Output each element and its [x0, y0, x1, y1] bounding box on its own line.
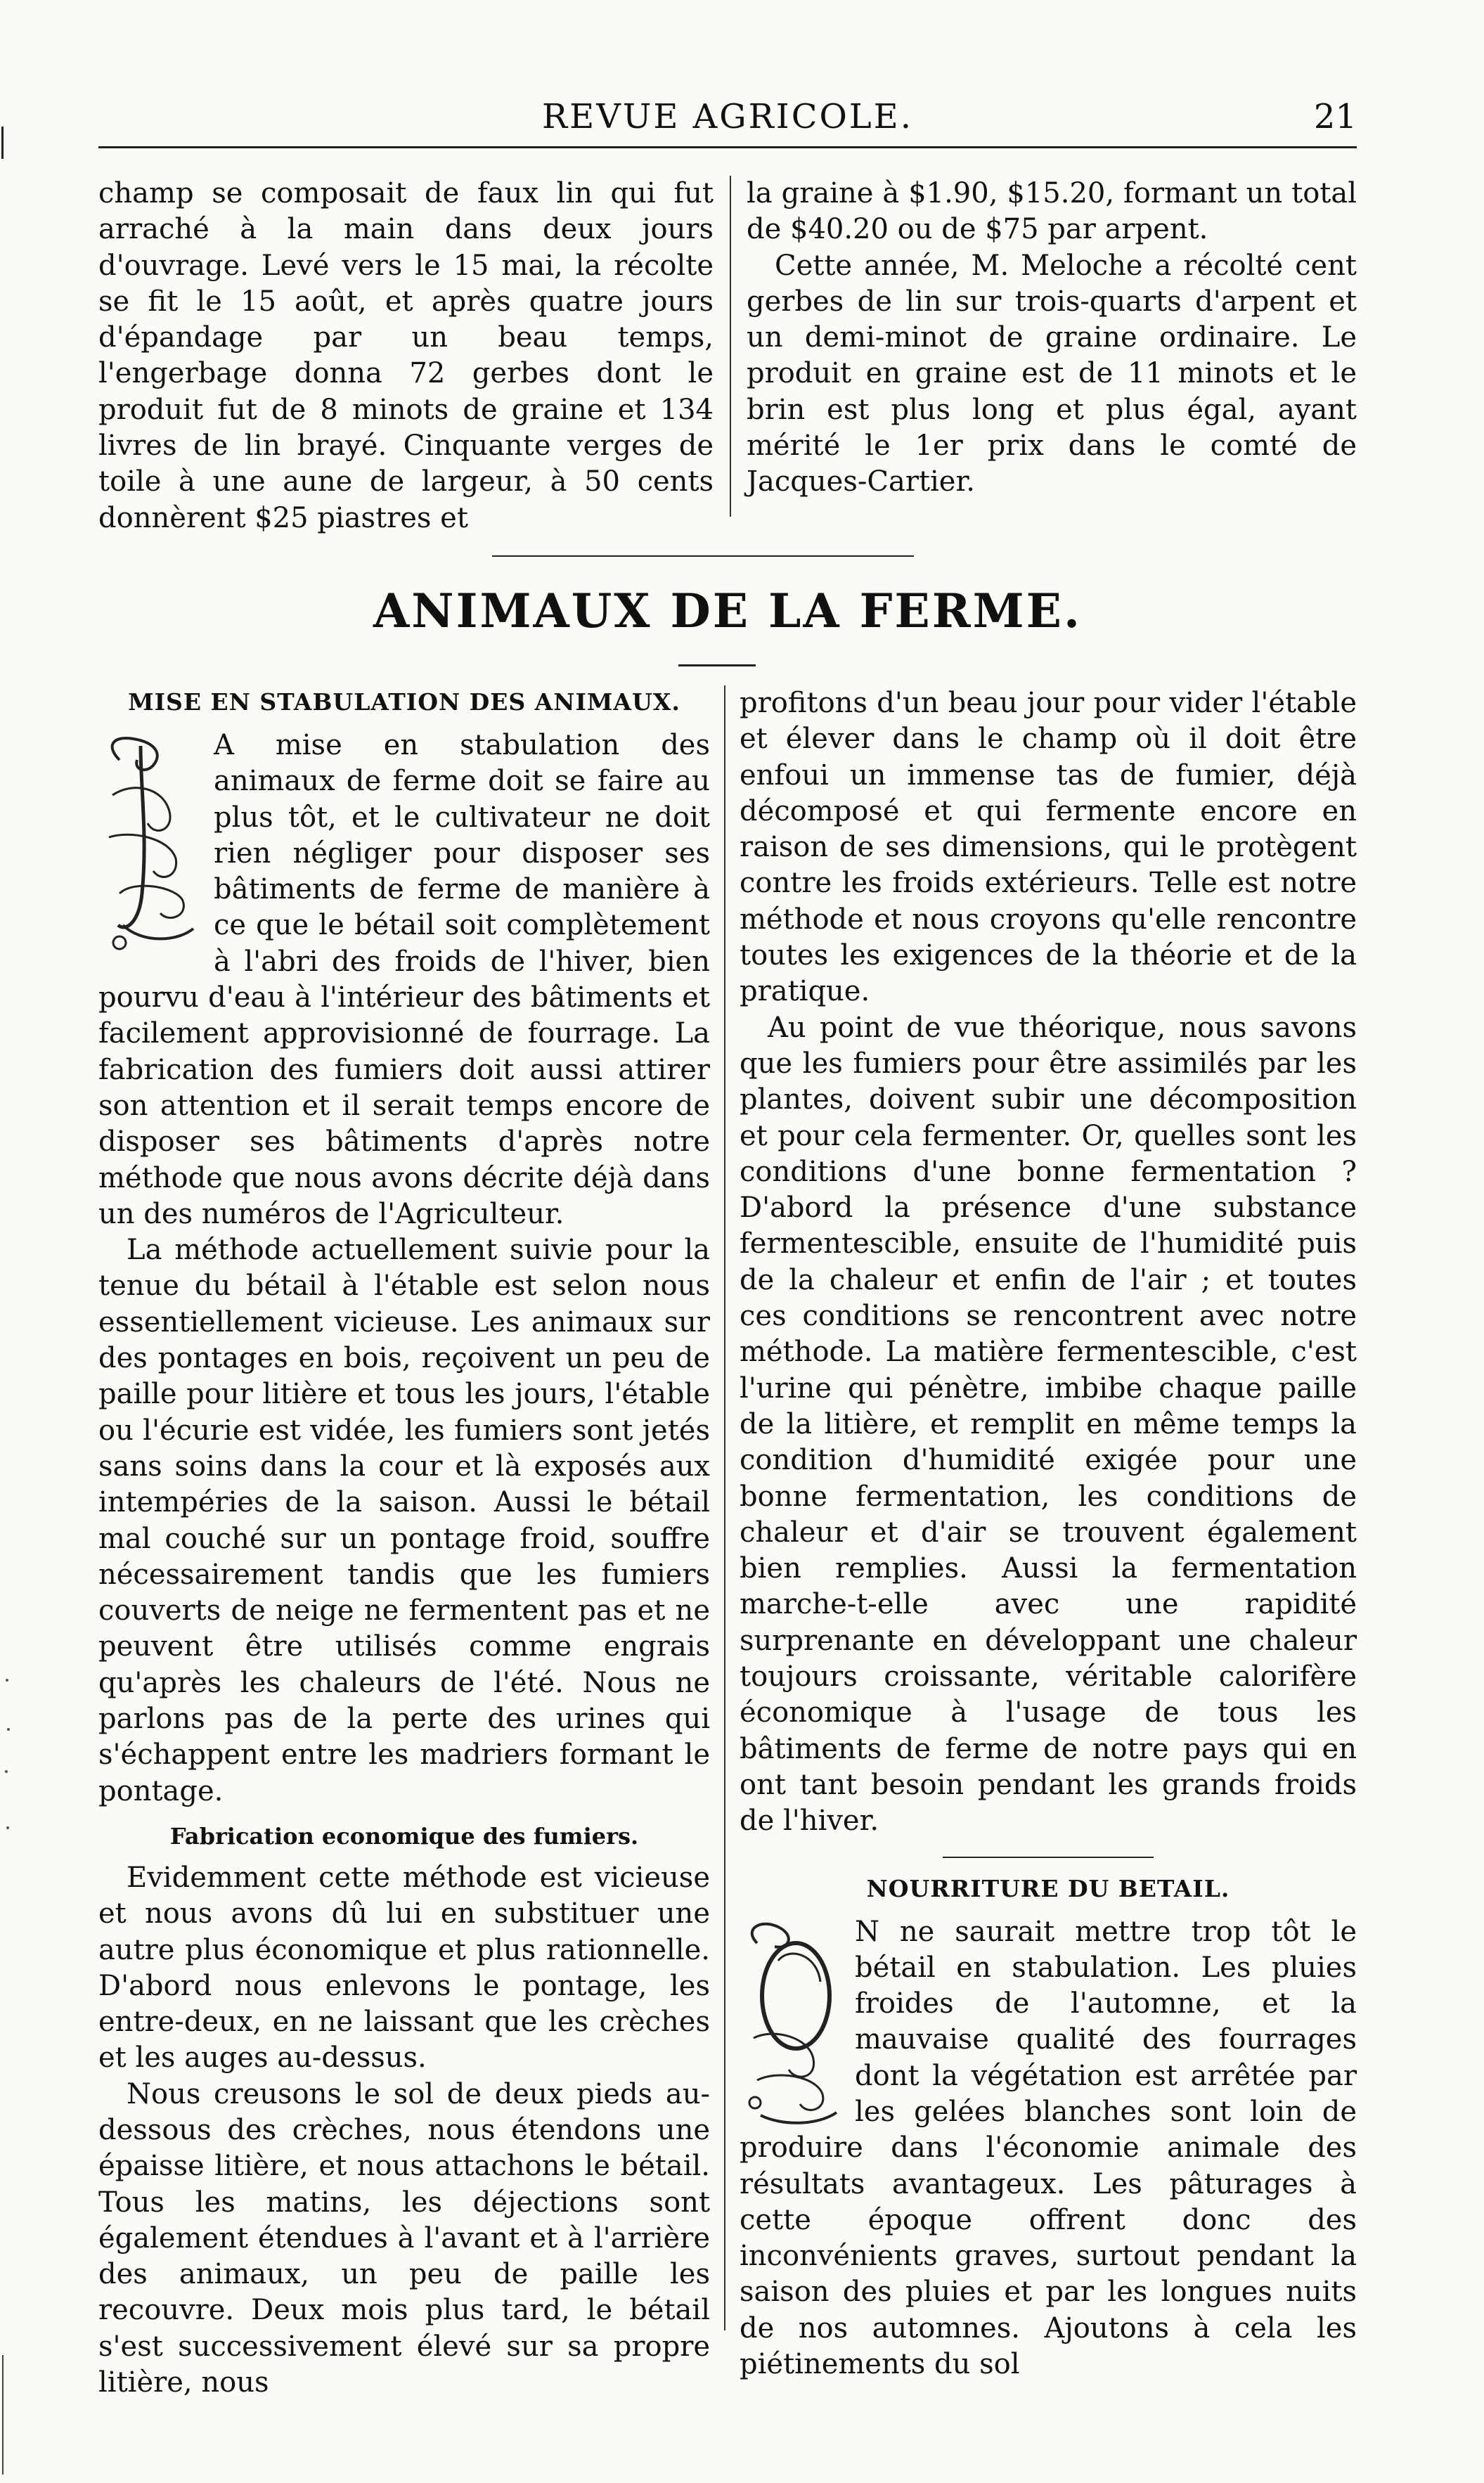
main-column-rule: [724, 685, 725, 2330]
page-number: 21: [1313, 97, 1357, 136]
nourriture-paragraph: N ne saurait mettre trop tôt le bétail en stabulation. Les pluies froides de l'automne, et la mauvaise qualité des fourrages dont la végétation est arrêtée par les gelées blanches sont loin de produire dans l'économie animale des résultats avantageux. Les pâturages à cette époque offrent donc des inconvénients graves, surtout pendant la saison des pluies et par les longues nuits de nos automnes. Ajoutons à cela les piétinements du sol: [740, 1915, 1357, 2381]
top-right-paragraph-2: Cette année, M. Meloche a récolté cent gerbes de lin sur trois-quarts d'arpent et un demi-minot de graine ordinaire. Le produit en graine est de 11 minots et le brin est plus long et plus égal, ayant mérité le 1er prix dans le comté de Jacques-Cartier.: [747, 249, 1357, 498]
running-header: [98, 90, 1357, 148]
section-divider: [492, 555, 914, 557]
fumiers-paragraph-2: Nous creusons le sol de deux pieds au-dessous des crèches, nous étendons une épaisse litière, et nous attachons le bétail. Tous les matins, les déjections sont également étendues à l'avant et à l'arrière des animaux, un peu de paille les recouvre. Deux mois plus tard, le bétail s'est successivement élevé sur sa propre litière, nous: [98, 2077, 710, 2399]
top-left-column: [98, 176, 714, 541]
stabulation-paragraph-2: La méthode actuellement suivie pour la tenue du bétail à l'étable est selon nous essentiellement vicieuse. Les animaux sur des pontages en bois, reçoivent un peu de paille pour litière et tous les jours, l'étable ou l'écurie est vidée, les fumiers sont jetés sans soins dans la cour et là exposés aux intempéries de la saison. Aussi le bétail mal couché sur un pontage froid, souffre nécessairement tandis que les fumiers couverts de neige ne fermentent pas et ne peuvent être utilisés comme engrais qu'après les chaleurs de l'été. Nous ne parlons pas de la perte des urines qui s'échappent entre les madriers formant le pontage.: [98, 1234, 710, 1807]
ornamental-letter-l-icon: [98, 732, 204, 957]
main-right-column: [740, 685, 1357, 2381]
subsection-divider: [943, 1857, 1154, 1858]
subtitle-fumiers: Fabrication economique des fumiers.: [169, 1822, 639, 1850]
right-paragraph-1: profitons d'un beau jour pour vider l'étable et élever dans le champ où il doit être enfoui un immense tas de fumier, déjà décomposé et qui fermente encore en raison de ses dimensions, qui le protègent contre les froids extérieurs. Telle est notre méthode et nous croyons qu'elle rencontre toutes les exigences de la théorie et de la pratique.: [740, 687, 1357, 1008]
top-column-rule: [730, 176, 731, 517]
section-title: ANIMAUX DE LA FERME.: [373, 583, 1082, 638]
top-right-paragraph-1: la graine à $1.90, $15.20, formant un total de $40.20 ou de $75 par arpent.: [747, 177, 1357, 246]
subtitle-stabulation: MISE EN STABULATION DES ANIMAUX.: [128, 688, 680, 716]
title-underline: [678, 664, 756, 666]
stabulation-paragraph-1: A mise en stabulation des animaux de ferme doit se faire au plus tôt, et le cultivateur ne doit rien négliger pour disposer ses bâtiments de ferme de manière à ce que le bétail soit complètement à l'abri des froids de l'hiver, bien pourvu d'eau à l'intérieur des bâtiments et facilement approvisionné de fourrage. La fabrication des fumiers doit aussi attirer son attention et il serait temps encore de disposer ses bâtiments d'après notre méthode que nous avons décrite déjà dans un des numéros de l'Agriculteur.: [98, 729, 710, 1230]
binding-edge: [0, 0, 14, 2480]
subtitle-nourriture: NOURRITURE DU BETAIL.: [866, 1874, 1230, 1902]
fumiers-paragraph-1: Evidemment cette méthode est vicieuse et nous avons dû lui en substituer une autre plus économique et plus rationnelle. D'abord nous enlevons le pontage, les entre-deux, en ne laissant que les crèches et les auges au-dessus.: [98, 1861, 710, 2075]
right-paragraph-2: Au point de vue théorique, nous savons que les fumiers pour être assimilés par les plantes, doivent subir une décomposition et pour cela fermenter. Or, quelles sont les conditions d'une bonne fermentation ? D'abord la présence d'une substance fermentescible, ensuite de l'humidité puis de la chaleur et enfin de l'air ; et toutes ces conditions se rencontrent avec notre méthode. La matière fermentescible, c'est l'urine qui pénètre, imbibe chaque paille de la litière, et remplit en même temps la condition d'humidité exigée pour une bonne fermentation, les conditions de chaleur et d'air se trouvent également bien remplies. Aussi la fermentation marche-t-elle avec une rapidité surprenante en développant une chaleur toujours croissante, véritable calorifère économique à l'usage de tous les bâtiments de ferme de notre pays qui en ont tant besoin pendant les grands froids de l'hiver.: [740, 1011, 1357, 1838]
main-left-column: [98, 685, 710, 2399]
ornamental-letter-o-icon: [740, 1918, 845, 2129]
top-right-column: [747, 176, 1357, 541]
running-title: REVUE AGRICOLE.: [542, 97, 913, 136]
top-left-paragraph: champ se composait de faux lin qui fut arraché à la main dans deux jours d'ouvrage. Levé vers le 15 mai, la récolte se fit le 15 août, et après quatre jours d'épandage par un beau temps, l'engerbage donna 72 gerbes dont le produit fut de 8 minots de graine et 134 livres de lin brayé. Cinquante verges de toile à une aune de largeur, à 50 cents donnèrent $25 piastres et: [98, 177, 714, 534]
